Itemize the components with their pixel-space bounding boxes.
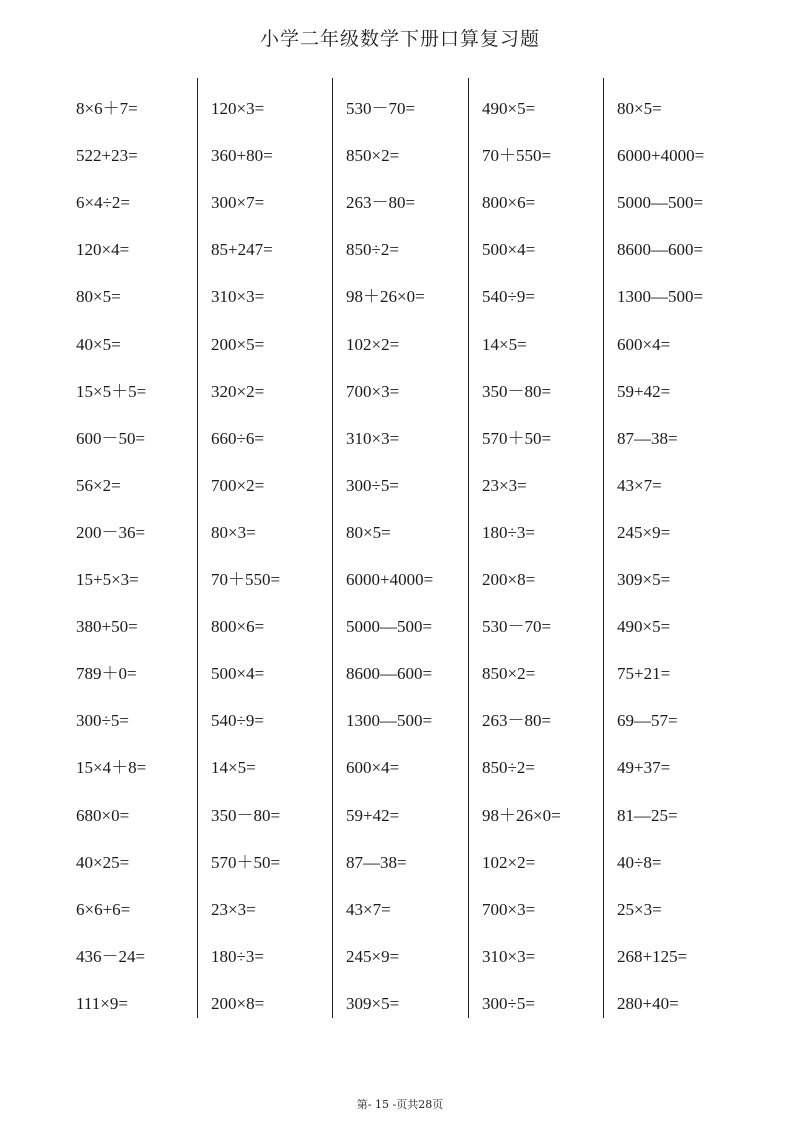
exercise-item: 245×9= (617, 522, 671, 542)
exercise-item: 70＋550= (211, 570, 281, 589)
exercise-item: 1300—500= (617, 287, 704, 307)
exercise-item: 500×4= (482, 240, 536, 260)
exercise-item: 8×6＋7= (76, 99, 138, 118)
exercise-item: 87—38= (346, 852, 407, 872)
exercise-item: 263－80= (482, 711, 552, 731)
exercise-item: 300÷5= (346, 475, 399, 495)
exercise-item: 15×4＋8= (76, 758, 147, 778)
exercise-item: 700×2= (211, 475, 265, 495)
exercise-item: 15+5×3= (76, 570, 139, 589)
exercise-item: 570＋50= (211, 852, 281, 872)
exercise-item: 15×5＋5= (76, 381, 147, 401)
exercise-item: 436－24= (76, 946, 146, 966)
exercise-item: 43×7= (617, 475, 662, 495)
exercise-item: 120×3= (211, 99, 265, 118)
exercise-item: 245×9= (346, 946, 400, 966)
exercise-item: 522+23= (76, 146, 138, 166)
exercise-item: 280+40= (617, 993, 679, 1013)
page-number: 第- 15 -页共28页 (356, 1098, 444, 1111)
exercise-item: 23×3= (211, 899, 256, 919)
exercise-item: 320×2= (211, 381, 265, 401)
exercise-item: 850÷2= (346, 240, 399, 260)
exercise-item: 98＋26×0= (346, 287, 425, 307)
exercise-item: 540÷9= (211, 711, 264, 731)
exercise-item: 789＋0= (76, 664, 137, 684)
exercise-item: 6×6+6= (76, 899, 131, 919)
exercise-item: 490×5= (617, 617, 671, 637)
exercise-item: 59+42= (617, 381, 671, 401)
exercise-item: 268+125= (617, 946, 688, 966)
exercise-item: 6×4÷2= (76, 193, 131, 213)
exercise-item: 500×4= (211, 664, 265, 684)
exercise-column-4 (468, 78, 603, 1018)
exercise-item: 69—57= (617, 711, 678, 731)
exercise-item: 490×5= (482, 99, 536, 118)
exercise-item: 23×3= (482, 475, 527, 495)
exercise-item: 120×4= (76, 240, 130, 260)
exercise-item: 14×5= (211, 758, 256, 778)
exercise-item: 43×7= (346, 899, 391, 919)
exercise-item: 570＋50= (482, 428, 552, 448)
exercise-item: 700×3= (346, 381, 400, 401)
exercise-item: 350－80= (482, 381, 552, 401)
exercise-item: 530－70= (346, 99, 416, 118)
exercise-item: 111×9= (76, 993, 128, 1013)
exercise-item: 80×3= (211, 522, 256, 542)
exercise-item: 6000+4000= (346, 570, 434, 589)
exercise-item: 309×5= (346, 993, 400, 1013)
exercise-item: 14×5= (482, 334, 527, 354)
exercise-item: 81—25= (617, 805, 678, 825)
exercise-item: 700×3= (482, 899, 536, 919)
exercise-item: 59+42= (346, 805, 400, 825)
exercise-item: 530－70= (482, 617, 552, 637)
exercise-item: 8600—600= (617, 240, 704, 260)
exercise-item: 87—38= (617, 428, 678, 448)
exercise-item: 310×3= (346, 428, 400, 448)
exercise-item: 5000—500= (346, 617, 433, 637)
exercise-item: 70＋550= (482, 146, 552, 166)
exercise-item: 180÷3= (211, 946, 264, 966)
exercise-item: 6000+4000= (617, 146, 705, 166)
exercise-item: 200－36= (76, 522, 146, 542)
exercise-item: 360+80= (211, 146, 273, 166)
exercise-item: 300÷5= (482, 993, 535, 1013)
exercise-item: 600×4= (617, 334, 671, 354)
exercise-item: 8600—600= (346, 664, 433, 684)
exercise-item: 80×5= (76, 287, 121, 307)
exercise-item: 40÷8= (617, 852, 662, 872)
exercise-item: 49+37= (617, 758, 671, 778)
exercise-item: 40×5= (76, 334, 121, 354)
exercise-item: 309×5= (617, 570, 671, 589)
exercise-item: 80×5= (346, 522, 391, 542)
exercise-item: 263－80= (346, 193, 416, 213)
exercise-column-1 (62, 78, 197, 1018)
exercise-item: 310×3= (211, 287, 265, 307)
exercise-item: 40×25= (76, 852, 130, 872)
exercise-item: 85+247= (211, 240, 273, 260)
exercise-item: 56×2= (76, 475, 121, 495)
exercise-item: 300÷5= (76, 711, 129, 731)
exercise-item: 98＋26×0= (482, 805, 561, 825)
exercise-item: 102×2= (346, 334, 400, 354)
exercise-grid (62, 78, 738, 1018)
exercise-item: 25×3= (617, 899, 662, 919)
exercise-item: 660÷6= (211, 428, 264, 448)
exercise-item: 75+21= (617, 664, 671, 684)
exercise-item: 200×8= (211, 993, 265, 1013)
exercise-item: 310×3= (482, 946, 536, 966)
exercise-item: 300×7= (211, 193, 265, 213)
exercise-item: 5000—500= (617, 193, 704, 213)
exercise-item: 1300—500= (346, 711, 433, 731)
exercise-item: 680×0= (76, 805, 130, 825)
exercise-item: 800×6= (211, 617, 265, 637)
exercise-item: 380+50= (76, 617, 138, 637)
exercise-item: 850÷2= (482, 758, 535, 778)
exercise-item: 80×5= (617, 99, 662, 118)
exercise-item: 540÷9= (482, 287, 535, 307)
exercise-item: 800×6= (482, 193, 536, 213)
exercise-item: 200×8= (482, 570, 536, 589)
exercise-item: 180÷3= (482, 522, 535, 542)
exercise-item: 200×5= (211, 334, 265, 354)
page-title: 小学二年级数学下册口算复习题 (259, 28, 540, 50)
exercise-item: 102×2= (482, 852, 536, 872)
exercise-item: 850×2= (346, 146, 400, 166)
exercise-column-3 (332, 78, 468, 1018)
exercise-column-2 (197, 78, 332, 1018)
exercise-column-5 (603, 78, 738, 1018)
exercise-item: 600－50= (76, 428, 146, 448)
exercise-item: 600×4= (346, 758, 400, 778)
exercise-item: 850×2= (482, 664, 536, 684)
exercise-item: 350－80= (211, 805, 281, 825)
